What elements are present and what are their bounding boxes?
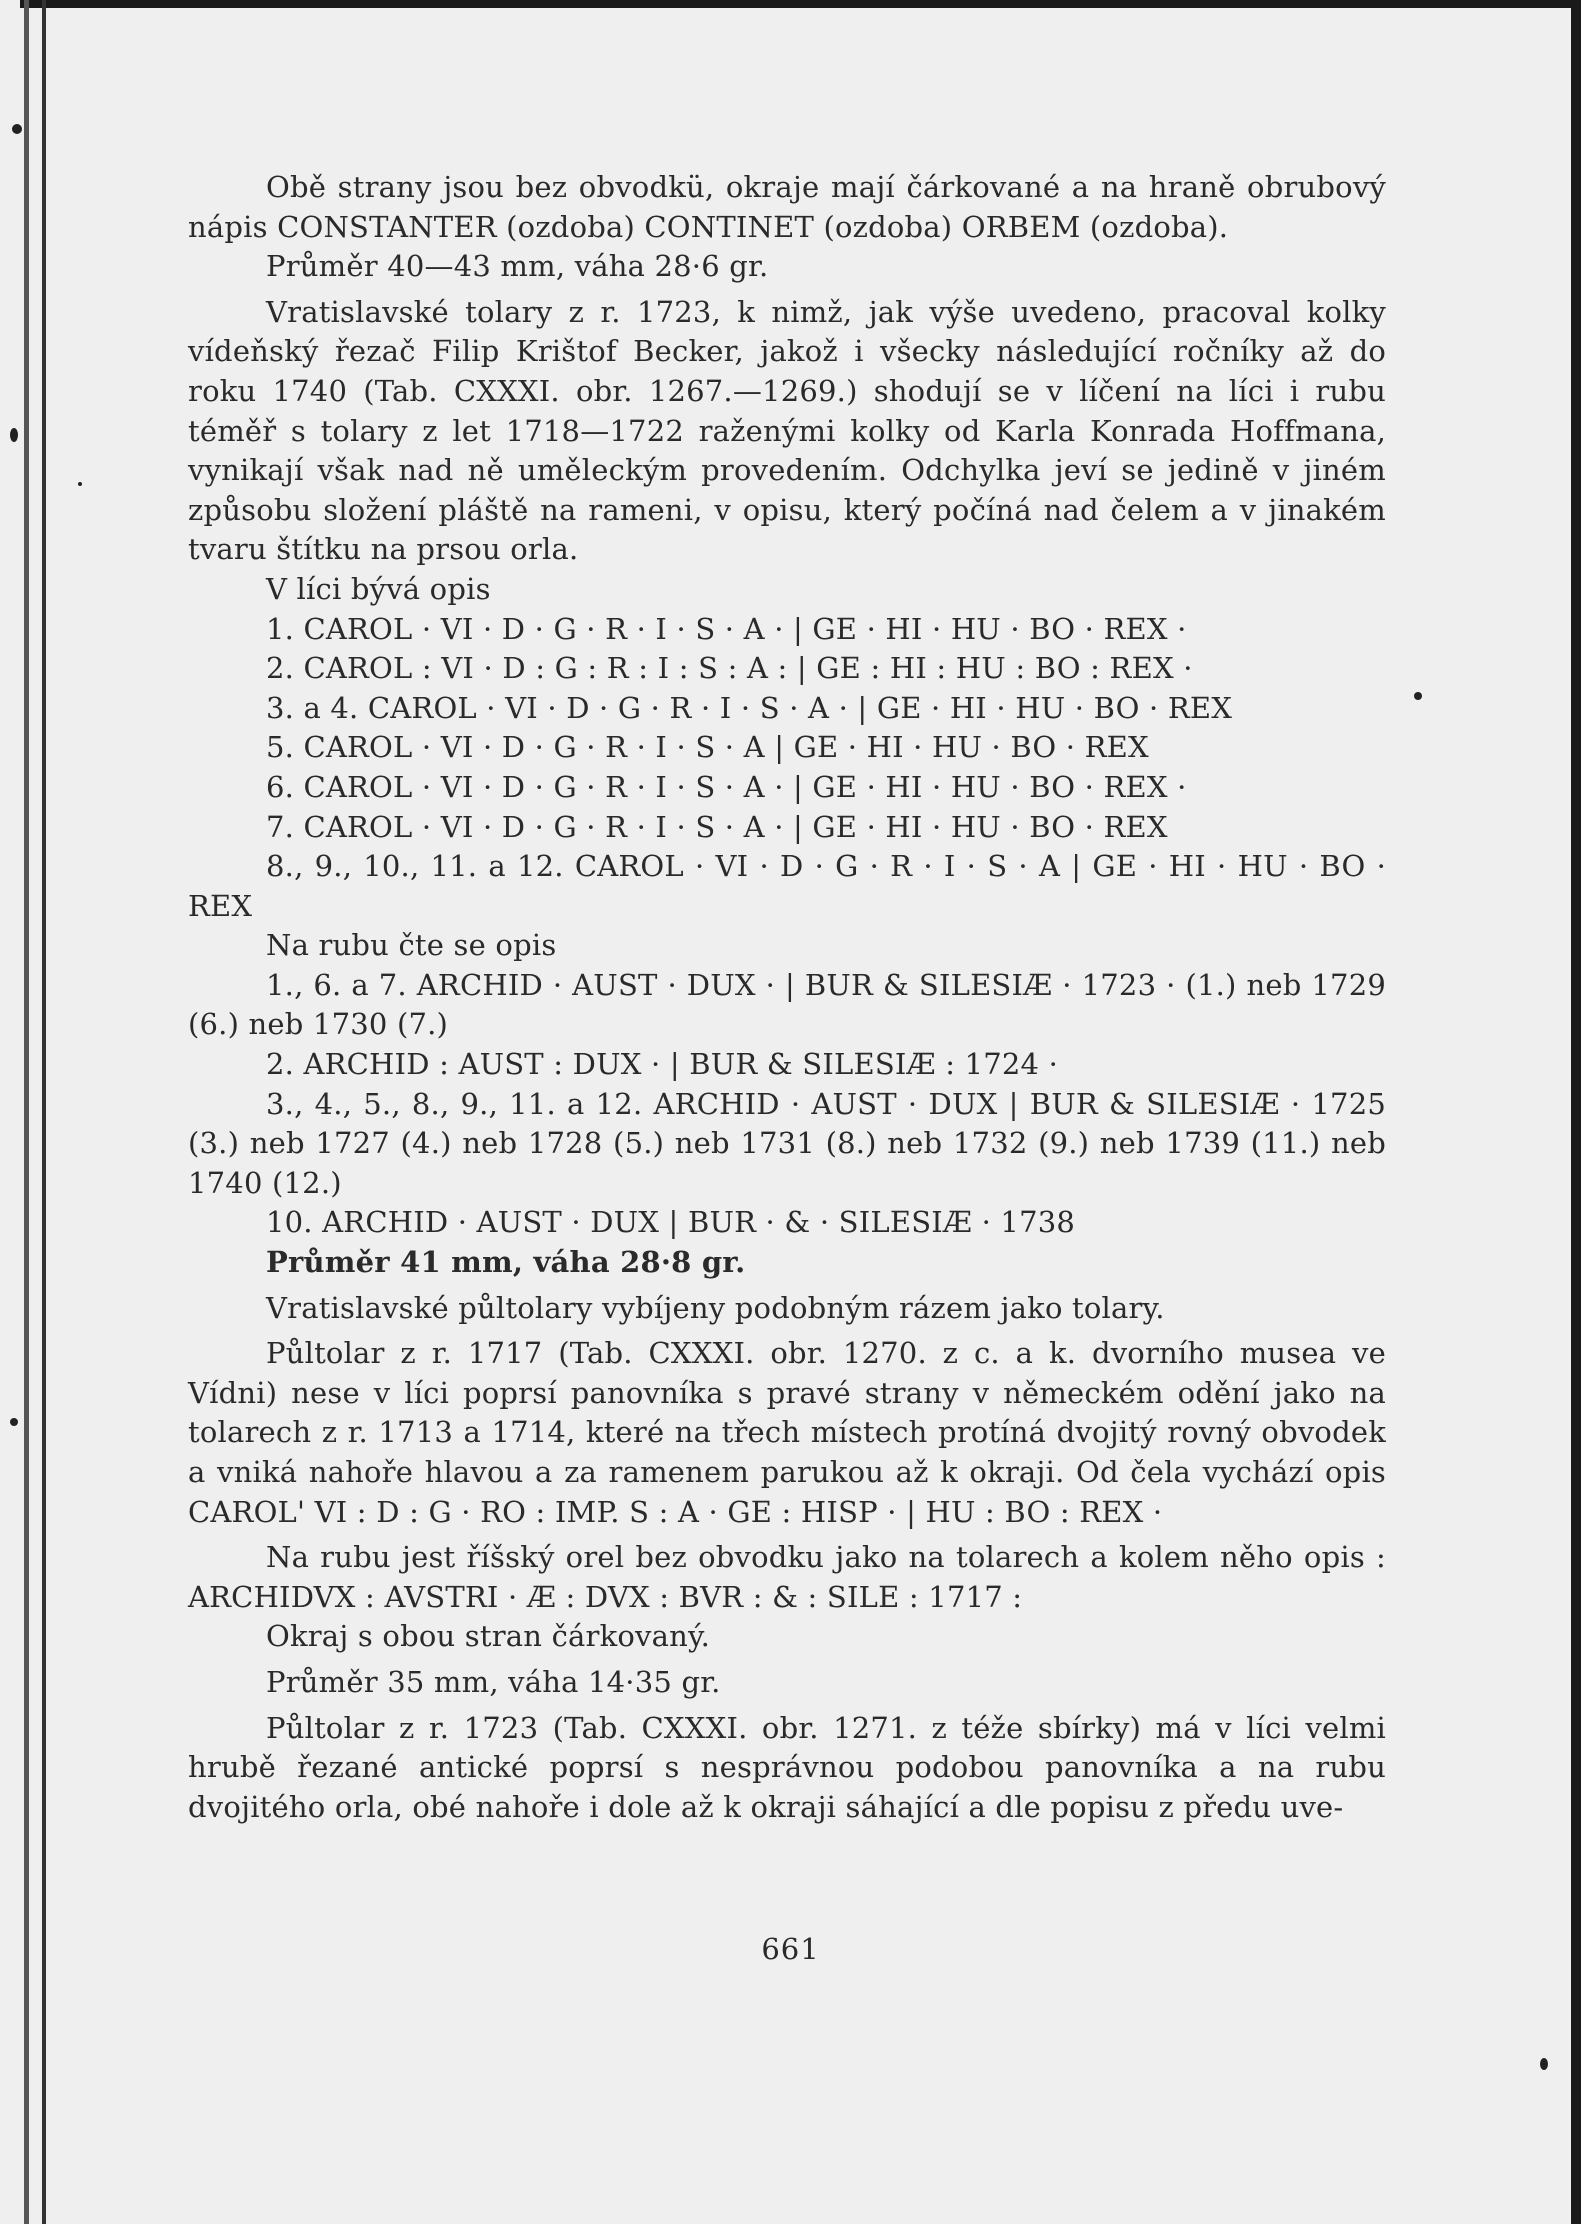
scan-left-edge [24,0,29,2224]
scan-speck [1414,692,1422,700]
legend-line-1: 1. CAROL · VI · D · G · R · I · S · A · | GE · HI · HU · BO · REX · [266,611,1187,646]
legend-line-8: 8., 9., 10., 11. a 12. CAROL · VI · D · G · R · I · S · A | GE · HI · HU · BO · REX [188,849,1386,923]
paragraph-edge-inscription: Obě strany jsou bez obvodkü, okraje mají čárkované a na hraně obrubový nápis CONSTANTER (ozdoba) CONTINET (ozdoba) ORBEM (ozdoba). [188,170,1386,244]
heading-obverse-legend: V líci bývá opis [266,571,491,606]
reverse-line-10: 10. ARCHID · AUST · DUX | BUR · & · SILESIÆ · 1738 [266,1205,1076,1240]
scan-top-edge [20,0,1581,8]
paragraph-reverse-eagle: Na rubu jest říšský orel bez obvodku jako na tolarech a kolem něho opis : ARCHIDVX : AVSTRI · Æ : DVX : BVR : & : SILE : 1717 : [188,1540,1386,1614]
scan-speck [10,1418,18,1426]
paragraph-diameter-weight-2: Průměr 41 mm, váha 28·8 gr. [266,1245,746,1280]
scan-speck [10,428,18,442]
legend-line-2: 2. CAROL : VI · D : G : R : I : S : A : | GE : HI : HU : BO : REX · [266,651,1193,686]
paragraph-half-thaler-1717: Půltolar z r. 1717 (Tab. CXXXI. obr. 1270. z c. a k. dvorního musea ve Vídni) nese v líci poprsí panovníka s pravé strany v německém odění jako na tolarech z r. 1713 a 1714, které na třech místech protíná dvojitý rovný obvodek a vniká nahoře hlavou a za ramenem parukou až k okraji. Od čela vychází opis CAROL' VI : D : G · RO : IMP. S : A · GE : HISP · | HU : BO : REX · [188,1336,1386,1529]
scan-binding-edge [42,0,46,2224]
reverse-line-3: 3., 4., 5., 8., 9., 11. a 12. ARCHID · AUST · DUX | BUR & SILESIÆ · 1725 (3.) neb 1727 (4.) neb 1728 (5.) neb 1731 (8.) neb 1732 (9.) neb 1739 (11.) neb 1740 (12.) [188,1086,1386,1200]
scan-speck [1540,2058,1548,2070]
paragraph-edge: Okraj s obou stran čárkovaný. [266,1619,711,1654]
page-number: 661 [761,1932,820,1966]
paragraph-half-thaler-1723: Půltolar z r. 1723 (Tab. CXXXI. obr. 1271. z téže sbírky) má v líci velmi hrubě řezané antické poprsí s nesprávnou podobou panovníka a na rubu dvojitého orla, obé nahoře i dole až k okraji sáhající a dle popisu z předu uve- [188,1710,1386,1824]
reverse-line-2: 2. ARCHID : AUST : DUX · | BUR & SILESIÆ : 1724 · [266,1047,1059,1082]
body-text [188,168,1386,1827]
scan-right-edge [1571,0,1581,2224]
paragraph-vratislav-thalers: Vratislavské tolary z r. 1723, k nimž, jak výše uvedeno, pracoval kolky vídeňský řezač Filip Krištof Becker, jakož i všecky následující ročníky až do roku 1740 (Tab. CXXXI. obr. 1267.—1269.) shodují se v líčení na líci i rubu téměř s tolary z let 1718—1722 raženými kolky od Karla Konrada Hoffmana, vynikají však nad ně uměleckým provedením. Odchylka jeví se jedině v jiném způsobu složení pláště na rameni, v opisu, který počíná nad čelem a v jinakém tvaru štítku na prsou orla. [188,294,1386,567]
scan-speck [78,482,82,486]
paragraph-diameter-weight-3: Průměr 35 mm, váha 14·35 gr. [266,1664,721,1699]
legend-line-5: 5. CAROL · VI · D · G · R · I · S · A | GE · HI · HU · BO · REX [266,730,1149,765]
legend-line-6: 6. CAROL · VI · D · G · R · I · S · A · | GE · HI · HU · BO · REX · [266,769,1187,804]
legend-line-7: 7. CAROL · VI · D · G · R · I · S · A · | GE · HI · HU · BO · REX [266,809,1168,844]
legend-line-3: 3. a 4. CAROL · VI · D · G · R · I · S · A · | GE · HI · HU · BO · REX [266,690,1233,725]
paragraph-diameter-weight: Průměr 40—43 mm, váha 28·6 gr. [266,249,769,284]
reverse-line-1: 1., 6. a 7. ARCHID · AUST · DUX · | BUR & SILESIÆ · 1723 · (1.) neb 1729 (6.) neb 1730 (7.) [188,967,1386,1042]
heading-reverse-legend: Na rubu čte se opis [266,928,557,963]
paragraph-half-thalers: Vratislavské půltolary vybíjeny podobným rázem jako tolary. [266,1290,1165,1325]
scan-speck [12,124,22,134]
